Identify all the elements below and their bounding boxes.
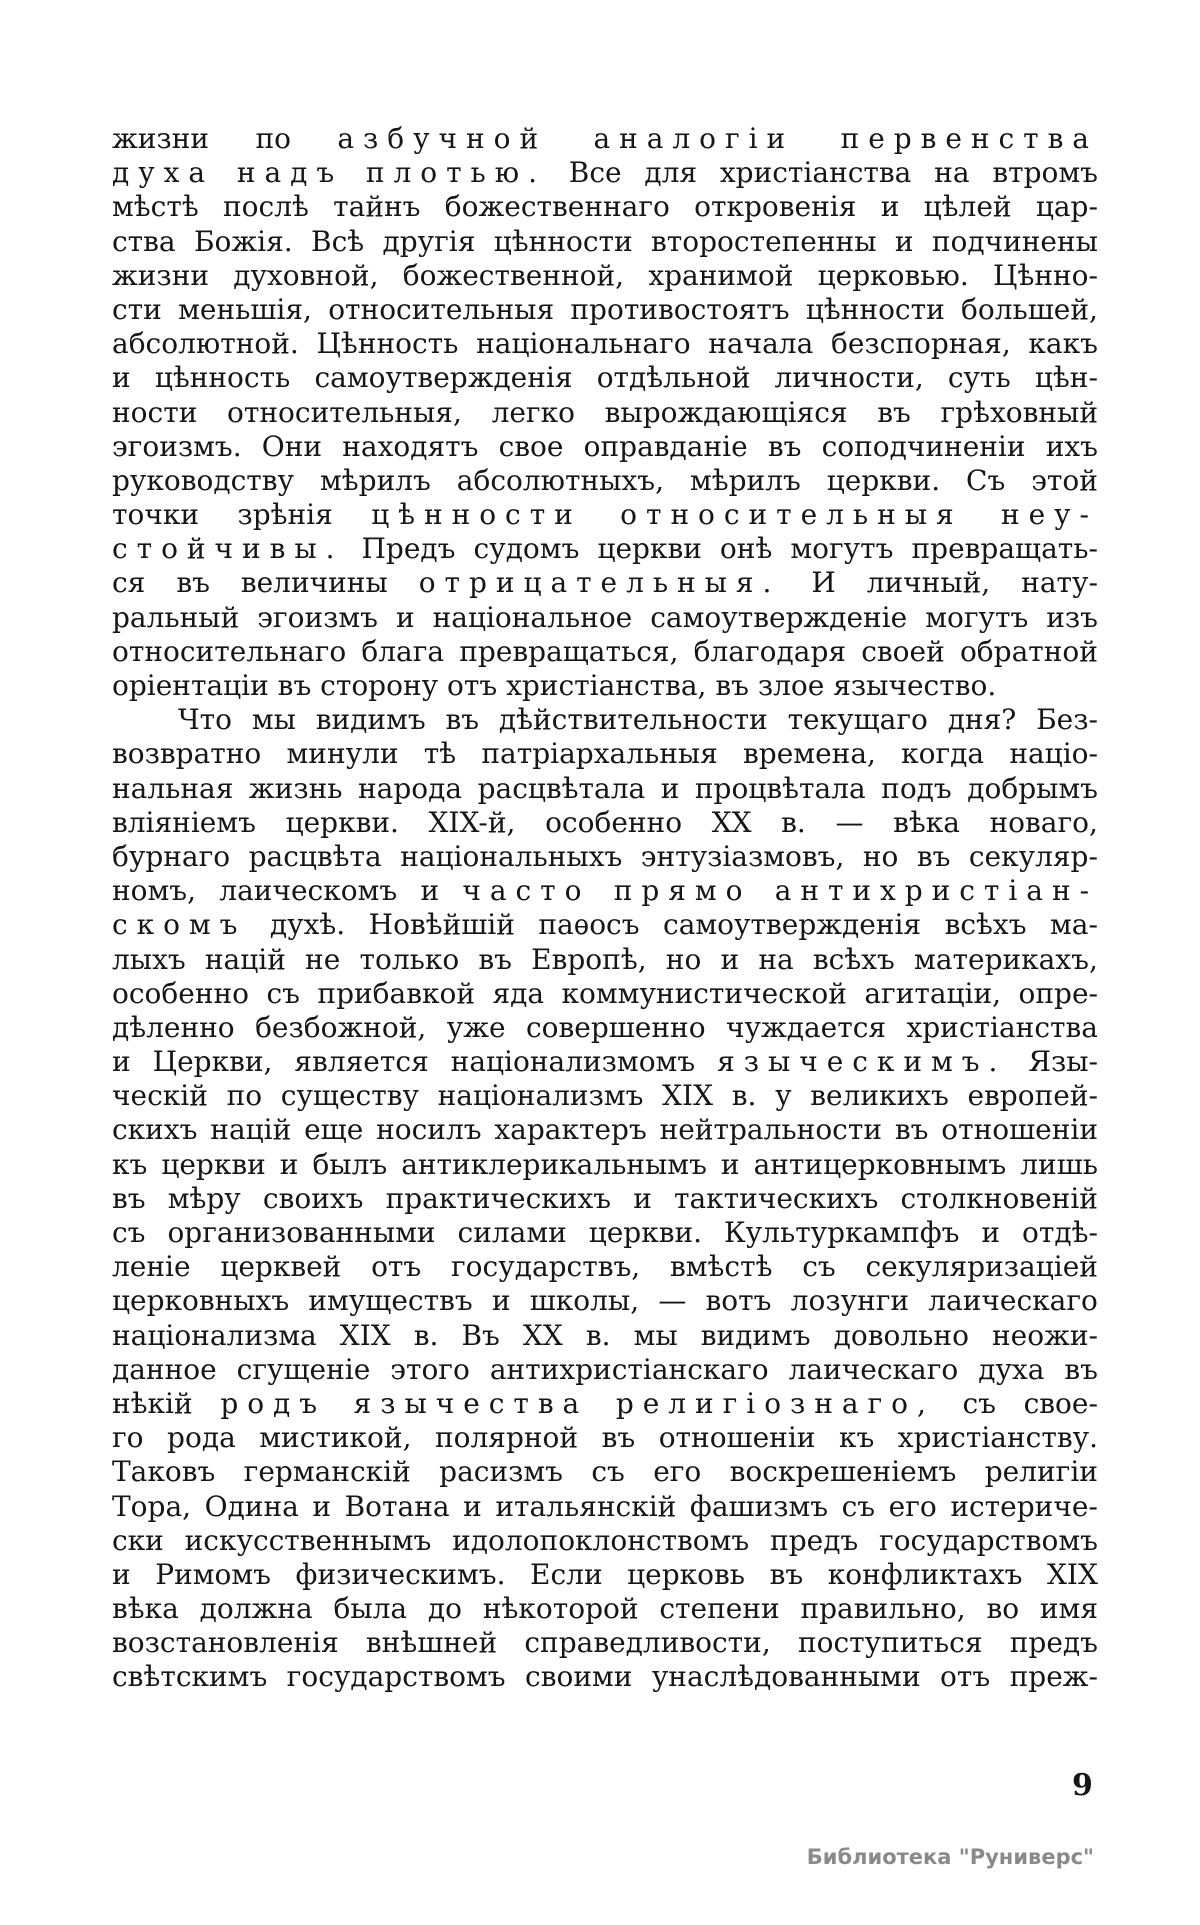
page-number: 9 <box>1072 1768 1093 1803</box>
paragraph-1 <box>112 122 1098 703</box>
text-line: абсолютной. Цѣнность національнаго начала безспорная, какъ <box>112 327 1098 361</box>
text-line: скомъ духѣ. Новѣйшій паѳосъ самоутвержденія всѣхъ ма- <box>112 908 1098 942</box>
text-line: жизни по азбучной аналогіи первенства <box>112 122 1098 155</box>
text-line: скихъ націй еще носилъ характеръ нейтральности въ отношеніи <box>112 1113 1098 1147</box>
text-line: въ мѣру своихъ практическихъ и тактическихъ столкновеній <box>112 1181 1098 1215</box>
text-line: жизни духовной, божественной, хранимой церковью. Цѣнно- <box>112 258 1098 292</box>
text-line: точки зрѣнія цѣнности относительныя неу- <box>112 498 1098 532</box>
text-line: оріентаціи въ сторону отъ христіанства, въ злое язычество. <box>112 669 997 702</box>
text-line: бурнаго расцвѣта національныхъ энтузіазмовъ, но въ секуляр- <box>112 839 1098 873</box>
text-line: возстановленія внѣшней справедливости, поступиться предъ <box>112 1626 1098 1660</box>
text-line: особенно съ прибавкой яда коммунистической агитаціи, опре- <box>112 976 1098 1010</box>
text-line: руководству мѣрилъ абсолютныхъ, мѣрилъ церкви. Съ этой <box>112 463 1098 497</box>
text-line: церковныхъ имуществъ и школы, — вотъ лозунги лаическаго <box>112 1284 1098 1318</box>
text-line: ральный эгоизмъ и національное самоутвержденіе могутъ изъ <box>112 600 1098 634</box>
text-line: ческій по существу націонализмъ XIX в. у великихъ европей- <box>112 1079 1098 1113</box>
text-line: Что мы видимъ въ дѣйствительности текущаго дня? Без- <box>178 703 1098 737</box>
library-watermark: Библиотека "Руниверс" <box>806 1845 1094 1869</box>
text-line: возвратно минули тѣ патріархальныя времена, когда націо- <box>112 737 1098 771</box>
text-line: леніе церквей отъ государствъ, вмѣстѣ съ секуляризаціей <box>112 1250 1098 1284</box>
text-line: номъ, лаическомъ и часто прямо антихристіан- <box>112 874 1098 908</box>
text-line: съ организованными силами церкви. Культуркампфъ и отдѣ- <box>112 1216 1098 1249</box>
text-line: стойчивы. Предъ судомъ церкви онѣ могутъ превращать- <box>112 532 1098 566</box>
text-line: и Римомъ физическимъ. Если церковь въ конфликтахъ XIX <box>112 1557 1098 1591</box>
text-line: ски искусственнымъ идолопоклонствомъ предъ государствомъ <box>112 1523 1098 1557</box>
text-line: свѣтскимъ государствомъ своими унаслѣдованными отъ преж- <box>112 1660 1098 1694</box>
text-line: мѣстѣ послѣ тайнъ божественнаго откровенія и цѣлей цар- <box>112 190 1098 224</box>
text-line: эгоизмъ. Они находятъ свое оправданіе въ соподчиненіи ихъ <box>112 429 1098 463</box>
text-line: къ церкви и былъ антиклерикальнымъ и антицерковнымъ лишь <box>112 1147 1098 1181</box>
text-line: лыхъ націй не только въ Европѣ, но и на всѣхъ материкахъ, <box>112 942 1098 976</box>
text-line: ся въ величины отрицательныя. И личный, нату- <box>112 566 1098 600</box>
text-line: данное сгущеніе этого антихристіанскаго лаическаго духа въ <box>112 1352 1098 1386</box>
text-line: націонализма XIX в. Въ XX в. мы видимъ довольно неожи- <box>112 1318 1098 1352</box>
text-line: и цѣнность самоутвержденія отдѣльной личности, суть цѣн- <box>112 361 1098 395</box>
text-line: ства Божія. Всѣ другія цѣнности второстепенны и подчинены <box>112 224 1098 258</box>
text-line: нальная жизнь народа расцвѣтала и процвѣтала подъ добрымъ <box>112 771 1098 805</box>
paragraph-2 <box>112 703 1098 1694</box>
text-line: вліяніемъ церкви. XIX-й, особенно XX в. — вѣка новаго, <box>112 805 1098 839</box>
text-line: относительнаго блага превращаться, благодаря своей обратной <box>112 634 1098 668</box>
text-line: сти меньшія, относительныя противостоятъ цѣнности большей, <box>112 292 1098 326</box>
text-line: и Церкви, является націонализмомъ языческимъ. Язы- <box>112 1045 1098 1079</box>
text-line: нѣкій родъ язычества религіознаго, съ свое- <box>112 1386 1098 1420</box>
body-text <box>112 122 1098 1695</box>
text-line: вѣка должна была до нѣкоторой степени правильно, во имя <box>112 1592 1098 1626</box>
text-line: Таковъ германскій расизмъ съ его воскрешеніемъ религіи <box>112 1455 1098 1489</box>
text-line: духа надъ плотью. Все для христіанства на втромъ <box>112 156 1098 190</box>
text-line: дѣленно безбожной, уже совершенно чуждается христіанства <box>112 1010 1098 1044</box>
text-line: Тора, Одина и Вотана и итальянскій фашизмъ съ его истериче- <box>112 1489 1098 1523</box>
text-line: ности относительныя, легко вырождающіяся въ грѣховный <box>112 395 1098 429</box>
text-line: го рода мистикой, полярной въ отношеніи къ христіанству. <box>112 1421 1098 1455</box>
